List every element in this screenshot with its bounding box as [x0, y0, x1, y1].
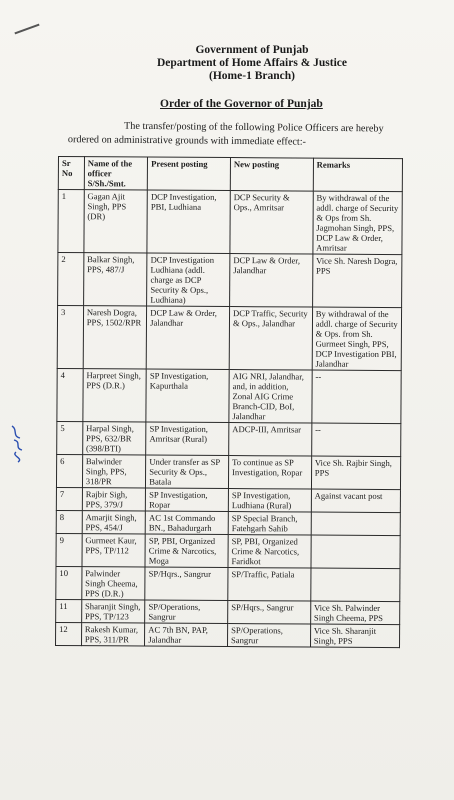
document-header	[0, 44, 454, 83]
cell-present: AC 1st Commando BN., Bahadurgarh	[145, 511, 228, 535]
cell-remarks: Vice Sh. Sharanjit Singh, PPS	[310, 624, 399, 648]
table-row	[56, 622, 400, 647]
cell-present: SP/Hqrs., Sangrur	[145, 567, 228, 601]
col-officer-name: Name of the officer S/Sh./Smt.	[84, 157, 148, 190]
cell-present: AC 7th BN, PAP, Jalandhar	[145, 623, 228, 647]
intro-line-2: ordered on administrative grounds with immediate effect:-	[67, 134, 307, 148]
cell-name: Rajbir Sigh, PPS, 379/J	[82, 488, 146, 511]
cell-name: Harpal Singh, PPS, 632/BR (398/BTI)	[82, 422, 146, 455]
header-government: Government of Punjab	[195, 44, 309, 56]
cell-remarks: Vice Sh. Rajbir Singh, PPS	[311, 456, 400, 490]
table-header-row	[58, 157, 402, 192]
cell-new: DCP Law & Order, Jalandhar	[230, 254, 313, 308]
cell-name: Palwinder Singh Cheema, PPS (D.R.)	[82, 567, 146, 600]
table-row	[57, 306, 401, 371]
cell-sr: 10	[56, 566, 82, 599]
col-new-posting: New posting	[230, 158, 313, 192]
col-remarks: Remarks	[313, 158, 402, 192]
col-sr-no: Sr No	[58, 157, 84, 190]
cell-sr: 1	[58, 190, 84, 253]
cell-present: DCP Investigation, PBI, Ludhiana	[147, 190, 230, 254]
cell-new: SP Investigation, Ludhiana (Rural)	[228, 489, 311, 513]
cell-name: Amarjit Singh, PPS, 454/J	[82, 511, 146, 534]
table-row	[56, 487, 400, 512]
cell-remarks: Against vacant post	[311, 489, 400, 513]
handwritten-signature	[8, 420, 30, 464]
cell-sr: 3	[57, 306, 83, 369]
cell-sr: 5	[57, 421, 83, 454]
cell-present: SP/Operations, Sangrur	[145, 600, 228, 624]
cell-present: SP, PBI, Organized Crime & Narcotics, Moga	[145, 534, 228, 568]
cell-present: SP Investigation, Amritsar (Rural)	[146, 422, 229, 456]
transfer-table	[55, 156, 403, 648]
cell-name: Gurmeet Kaur, PPS, TP/112	[82, 534, 146, 567]
cell-present: SP Investigation, Ropar	[146, 488, 229, 512]
cell-sr: 9	[56, 533, 82, 566]
cell-new: SP/Hqrs., Sangrur	[228, 601, 311, 625]
cell-new: SP Special Branch, Fatehgarh Sahib	[228, 512, 311, 536]
cell-name: Gagan Ajit Singh, PPS (DR)	[84, 190, 148, 253]
table-body	[56, 190, 403, 648]
table-row	[56, 533, 400, 568]
col-present-posting: Present posting	[148, 157, 231, 191]
cell-new: To continue as SP Investigation, Ropar	[228, 456, 311, 490]
cell-remarks: --	[311, 423, 400, 457]
order-title: Order of the Governor of Punjab	[160, 98, 323, 110]
cell-remarks: By withdrawal of the addl. charge of Security & Ops. from Sh. Gurmeet Singh, PPS, DCP Investigation PBI, Jalandhar	[312, 307, 402, 371]
cell-new: AIG NRI, Jalandhar, and, in addition, Zonal AIG Crime Branch-CID, BoI, Jalandhar	[229, 370, 312, 424]
cell-name: Rakesh Kumar, PPS, 311/PR	[81, 623, 145, 646]
cell-sr: 11	[56, 599, 82, 622]
cell-present: DCP Law & Order, Jalandhar	[146, 306, 229, 370]
header-branch: (Home-1 Branch)	[209, 70, 295, 82]
cell-name: Sharanjit Singh, PPS, TP/123	[81, 600, 145, 623]
cell-remarks: --	[312, 370, 402, 424]
table-row	[57, 421, 401, 456]
cell-remarks	[311, 512, 400, 536]
table-row	[56, 510, 400, 535]
cell-present: Under transfer as SP Security & Ops., Batala	[146, 455, 229, 489]
cell-sr: 7	[56, 487, 82, 510]
table-row	[56, 454, 400, 489]
intro-line-1: The transfer/posting of the following Police Officers are hereby	[124, 120, 384, 135]
cell-sr: 8	[56, 510, 82, 533]
cell-present: SP Investigation, Kapurthala	[146, 369, 229, 423]
table-row	[56, 566, 400, 601]
cell-name: Harpreet Singh, PPS (D.R.)	[83, 369, 147, 422]
cell-new: SP, PBI, Organized Crime & Narcotics, Faridkot	[228, 535, 311, 569]
cell-present: DCP Investigation Ludhiana (addl. charge as DCP Security & Ops., Ludhiana)	[147, 253, 230, 307]
pen-mark	[14, 24, 39, 35]
cell-sr: 2	[58, 253, 84, 306]
table-row	[57, 368, 401, 423]
cell-sr: 4	[57, 368, 83, 421]
cell-new: ADCP-III, Amritsar	[229, 423, 312, 457]
cell-name: Balkar Singh, PPS, 487/J	[83, 253, 147, 306]
cell-new: SP/Operations, Sangrur	[227, 624, 310, 648]
cell-remarks	[311, 535, 400, 569]
cell-remarks: Vice Sh. Naresh Dogra, PPS	[312, 254, 402, 308]
cell-sr: 6	[56, 454, 82, 487]
cell-new: DCP Traffic, Security & Ops., Jalandhar	[229, 307, 312, 371]
table-row	[56, 599, 400, 624]
cell-remarks: By withdrawal of the addl. charge of Security & Ops from Sh. Jagmohan Singh, PPS, DCP Law & Order, Amritsar	[313, 191, 403, 255]
header-department: Department of Home Affairs & Justice	[156, 57, 348, 69]
cell-remarks	[311, 568, 400, 602]
table-row	[58, 190, 402, 255]
table-row	[58, 253, 402, 308]
cell-name: Naresh Dogra, PPS, 1502/RPR	[83, 306, 147, 369]
cell-name: Balwinder Singh, PPS, 318/PR	[82, 455, 146, 488]
cell-new: SP/Traffic, Patiala	[228, 568, 311, 602]
cell-sr: 12	[56, 622, 82, 645]
cell-new: DCP Security & Ops., Amritsar	[230, 191, 313, 255]
cell-remarks: Vice Sh. Palwinder Singh Cheema, PPS	[310, 601, 399, 625]
intro-text	[68, 119, 418, 151]
